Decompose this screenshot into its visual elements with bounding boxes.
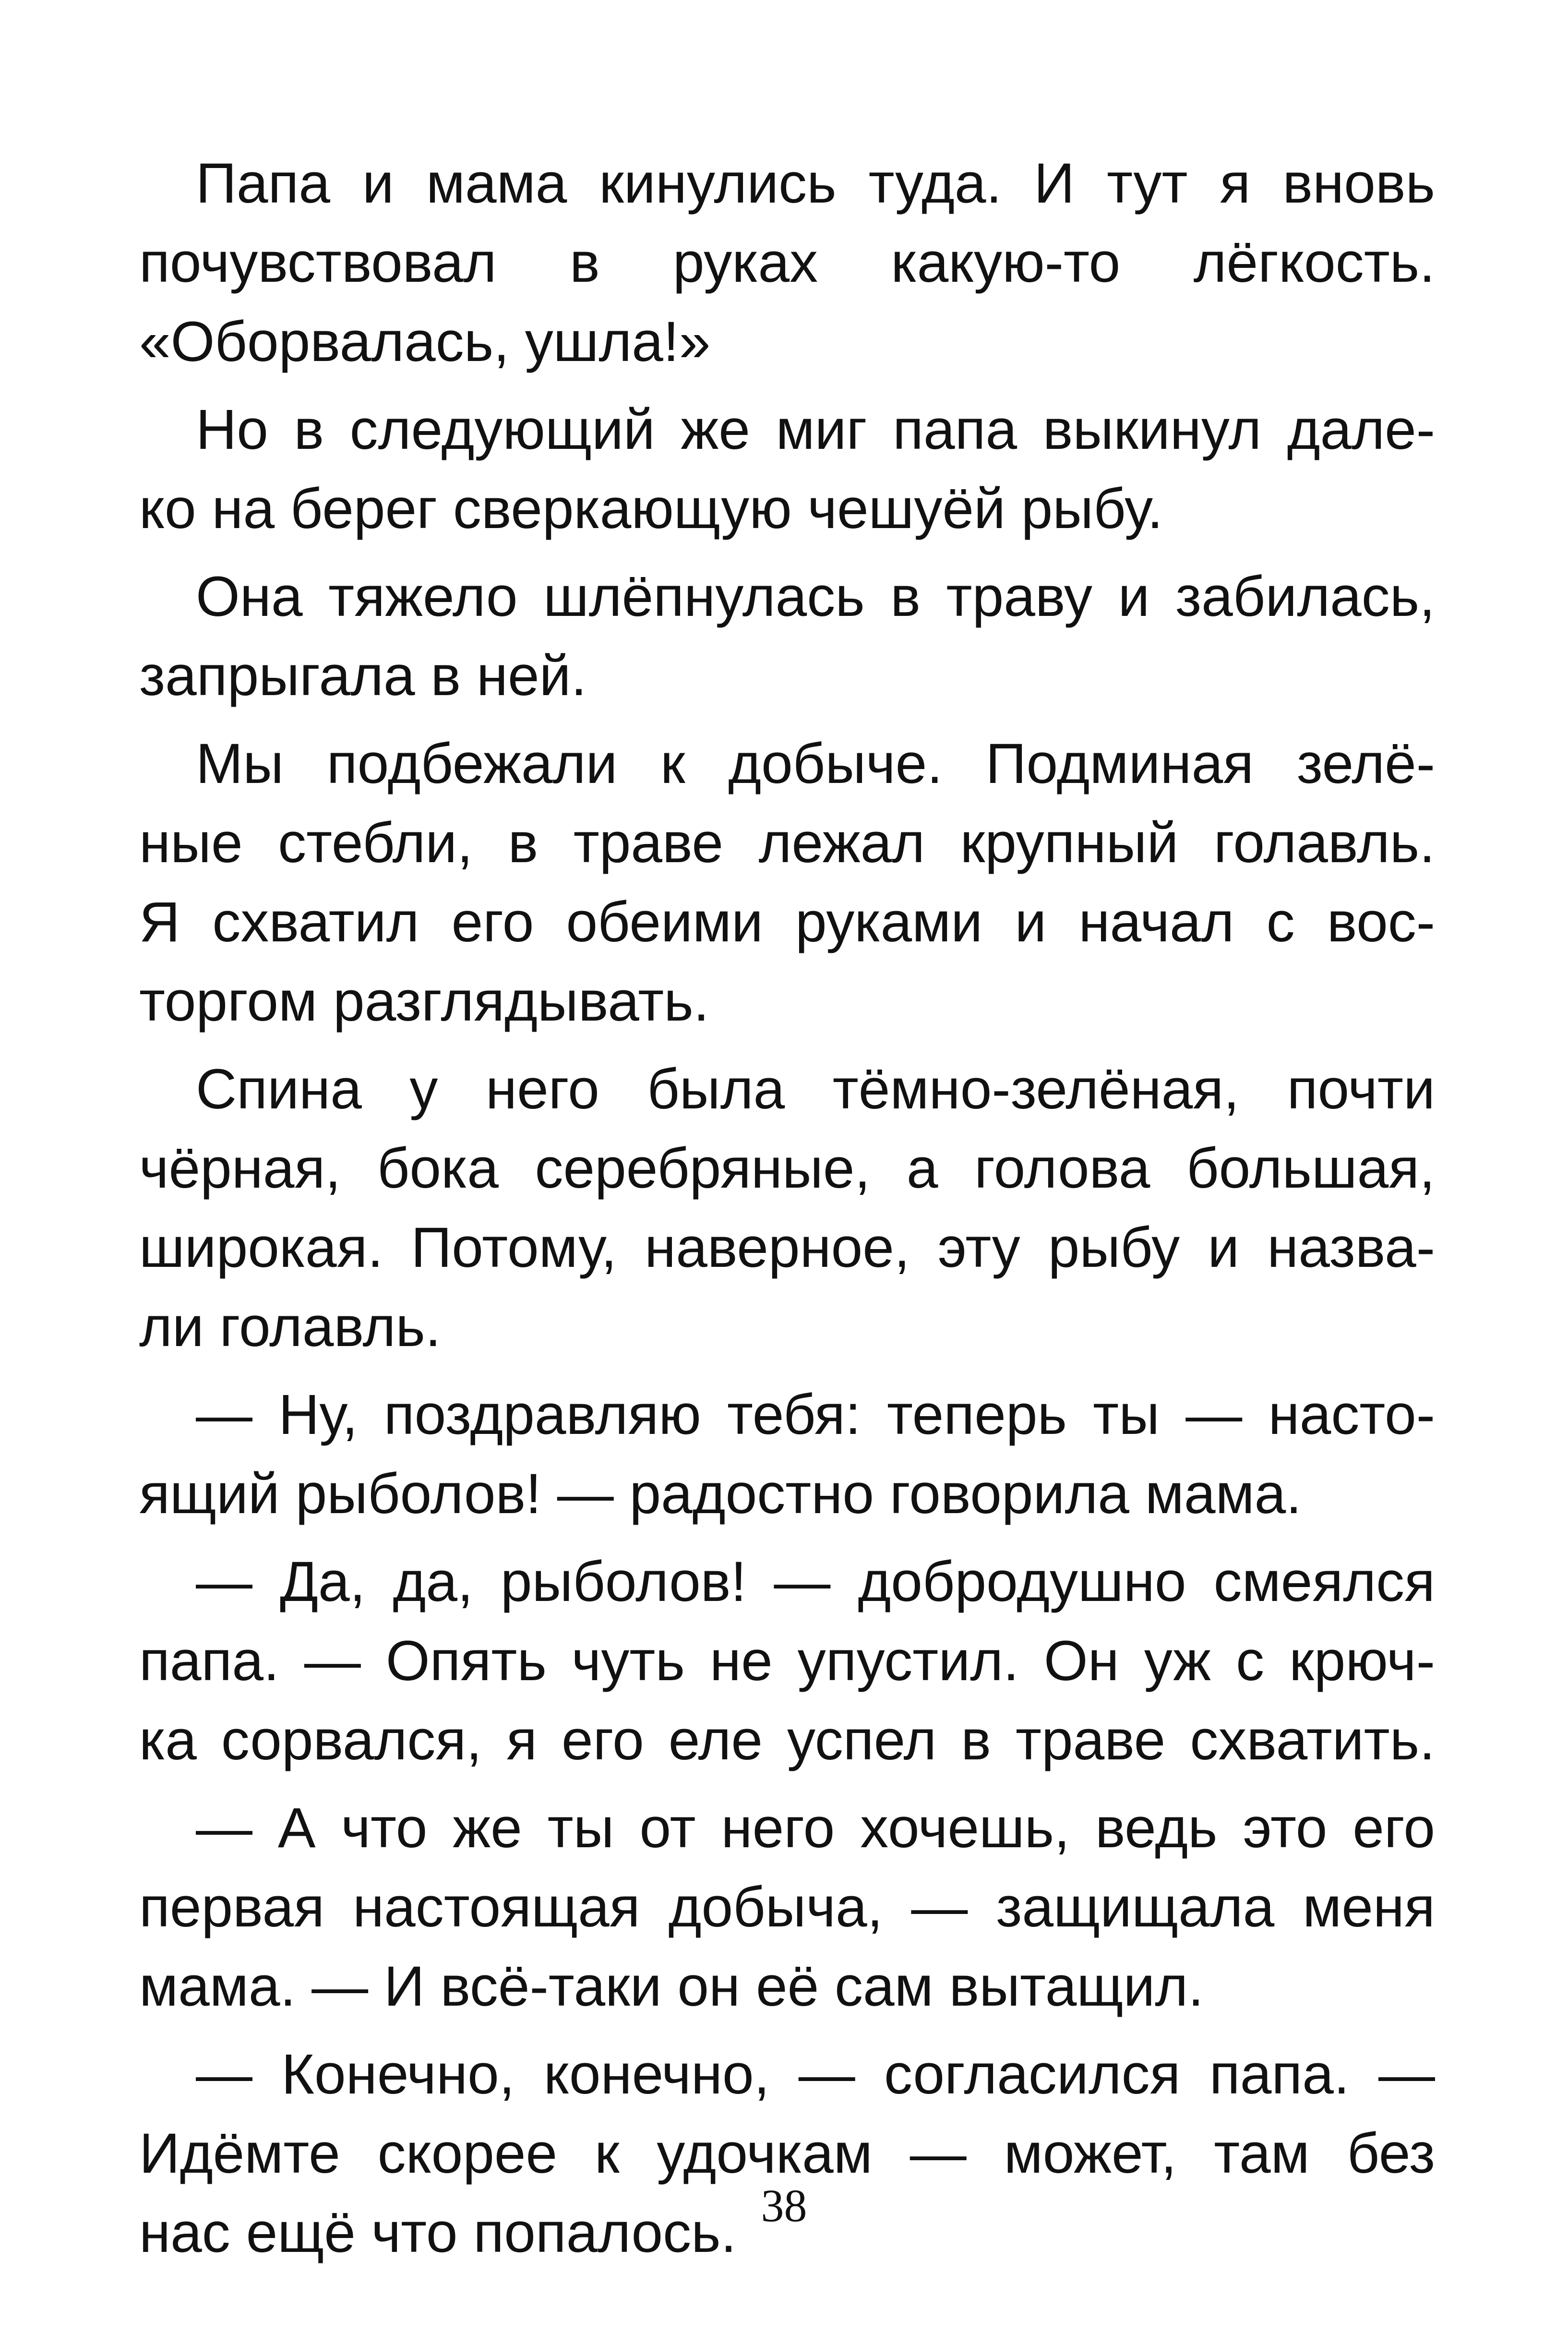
text-line: — Ну, поздравляю тебя: теперь ты — насто-	[196, 1383, 1435, 1446]
text-line: Идёмте скорее к удочкам — может, там без	[139, 2122, 1435, 2185]
text-line: почувствовал в руках какую-то лёгкость.	[139, 231, 1435, 294]
text-line: ко на берег сверкающую чешуёй рыбу.	[139, 477, 1163, 541]
text-line: нас ещё что попалось.	[139, 2201, 737, 2264]
text-line: ные стебли, в траве лежал крупный голавль.	[139, 811, 1435, 875]
text-line: папа. — Опять чуть не упустил. Он уж с крюч-	[139, 1629, 1435, 1693]
text-line: мама. — И всё-таки он её сам вытащил.	[139, 1955, 1204, 2018]
text-line: Она тяжело шлёпнулась в траву и забилась,	[196, 565, 1435, 628]
text-line: Мы подбежали к добыче. Подминая зелё-	[196, 732, 1435, 795]
text-line: ли голавль.	[139, 1295, 441, 1359]
text-line: ка сорвался, я его еле успел в траве схватить.	[139, 1708, 1435, 1772]
page-number: 38	[761, 2180, 807, 2231]
text-line: Папа и мама кинулись туда. И тут я вновь	[196, 152, 1435, 215]
text-line: первая настоящая добыча, — защищала меня	[139, 1876, 1435, 1939]
text-line: запрыгала в ней.	[139, 644, 587, 708]
text-line: торгом разглядывать.	[139, 970, 709, 1033]
text-line: «Оборвалась, ушла!»	[139, 310, 711, 373]
text-line: Спина у него была тёмно-зелёная, почти	[196, 1058, 1435, 1121]
text-line: ящий рыболов! — радостно говорила мама.	[139, 1462, 1302, 1526]
text-line: Я схватил его обеими руками и начал с вос-	[139, 890, 1435, 954]
text-line: — Конечно, конечно, — согласился папа. —	[196, 2043, 1435, 2106]
text-line: Но в следующий же миг папа выкинул дале-	[196, 398, 1435, 461]
text-line: — Да, да, рыболов! — добродушно смеялся	[196, 1550, 1435, 1613]
text-line: — А что же ты от него хочешь, ведь это его	[196, 1796, 1435, 1860]
text-line: чёрная, бока серебряные, а голова большая,	[139, 1137, 1435, 1200]
page-text	[139, 144, 1435, 2273]
text-line: широкая. Потому, наверное, эту рыбу и назва-	[139, 1216, 1435, 1279]
